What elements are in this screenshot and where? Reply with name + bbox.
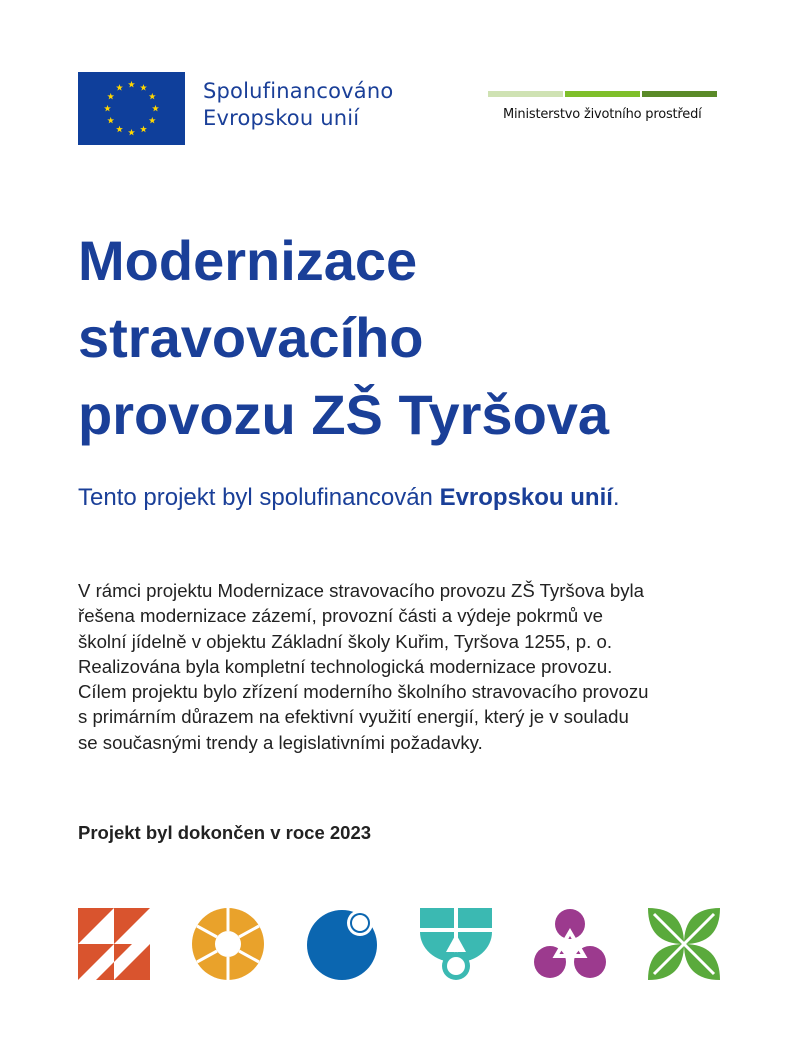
eu-logo-line2: Evropskou unií <box>203 106 360 130</box>
ministry-name: Ministerstvo životního prostředí <box>503 107 702 122</box>
page-title <box>78 222 738 453</box>
eu-logo-text <box>203 78 393 132</box>
body-line: školní jídelně v objektu Základní školy Kuřim, Tyršova 1255, p. o. <box>78 630 612 652</box>
leaves-cross-icon <box>648 908 720 980</box>
title-line-1: Modernizace <box>78 229 418 292</box>
ministry-bar-dark <box>642 91 717 97</box>
decorative-icons-row <box>78 908 720 982</box>
project-description <box>78 578 738 755</box>
body-line: se současnými trendy a legislativními požadavky. <box>78 731 483 753</box>
eu-star-icon <box>107 117 114 124</box>
eu-star-icon <box>104 105 111 112</box>
ministry-logo <box>488 91 717 131</box>
eu-star-icon <box>140 126 147 133</box>
subtitle-prefix: Tento projekt byl spolufinancován <box>78 484 440 511</box>
eu-cofinancing-logo <box>78 72 418 146</box>
eu-star-icon <box>116 84 123 91</box>
eu-star-icon <box>128 81 135 88</box>
eu-star-icon <box>140 84 147 91</box>
subtitle <box>78 484 620 512</box>
sun-ring-icon <box>192 908 264 980</box>
title-line-3: provozu ZŠ Tyršova <box>78 383 610 446</box>
three-circles-icon <box>534 908 606 980</box>
geometric-shapes-icon <box>420 908 492 980</box>
body-line: V rámci projektu Modernizace stravovacího provozu ZŠ Tyršova byla <box>78 580 644 601</box>
body-line: Cílem projektu bylo zřízení moderního školního stravovacího provozu <box>78 681 649 703</box>
eu-star-icon <box>149 117 156 124</box>
ministry-color-bars <box>488 91 717 97</box>
circle-drop-icon <box>306 908 378 980</box>
eu-flag-icon <box>78 72 185 145</box>
eu-star-icon <box>152 105 159 112</box>
subtitle-emphasis: Evropskou unií <box>439 484 613 511</box>
completion-note: Projekt byl dokončen v roce 2023 <box>78 822 372 843</box>
eu-star-icon <box>149 93 156 100</box>
eu-logo-line1: Spolufinancováno <box>203 79 394 103</box>
body-line: řešena modernizace zázemí, provozní části a výdeje pokrmů ve <box>78 605 604 627</box>
eu-star-icon <box>107 93 114 100</box>
ministry-bar-light <box>488 91 563 97</box>
subtitle-suffix: . <box>612 484 620 511</box>
eu-star-icon <box>128 129 135 136</box>
body-line: Realizována byla kompletní technologická modernizace provozu. <box>78 655 613 677</box>
triangles-icon <box>78 908 150 980</box>
ministry-bar-mid <box>565 91 640 97</box>
body-line: s primárním důrazem na efektivní využití energií, který je v souladu <box>78 706 629 728</box>
title-line-2: stravovacího <box>78 306 424 369</box>
eu-star-icon <box>116 126 123 133</box>
